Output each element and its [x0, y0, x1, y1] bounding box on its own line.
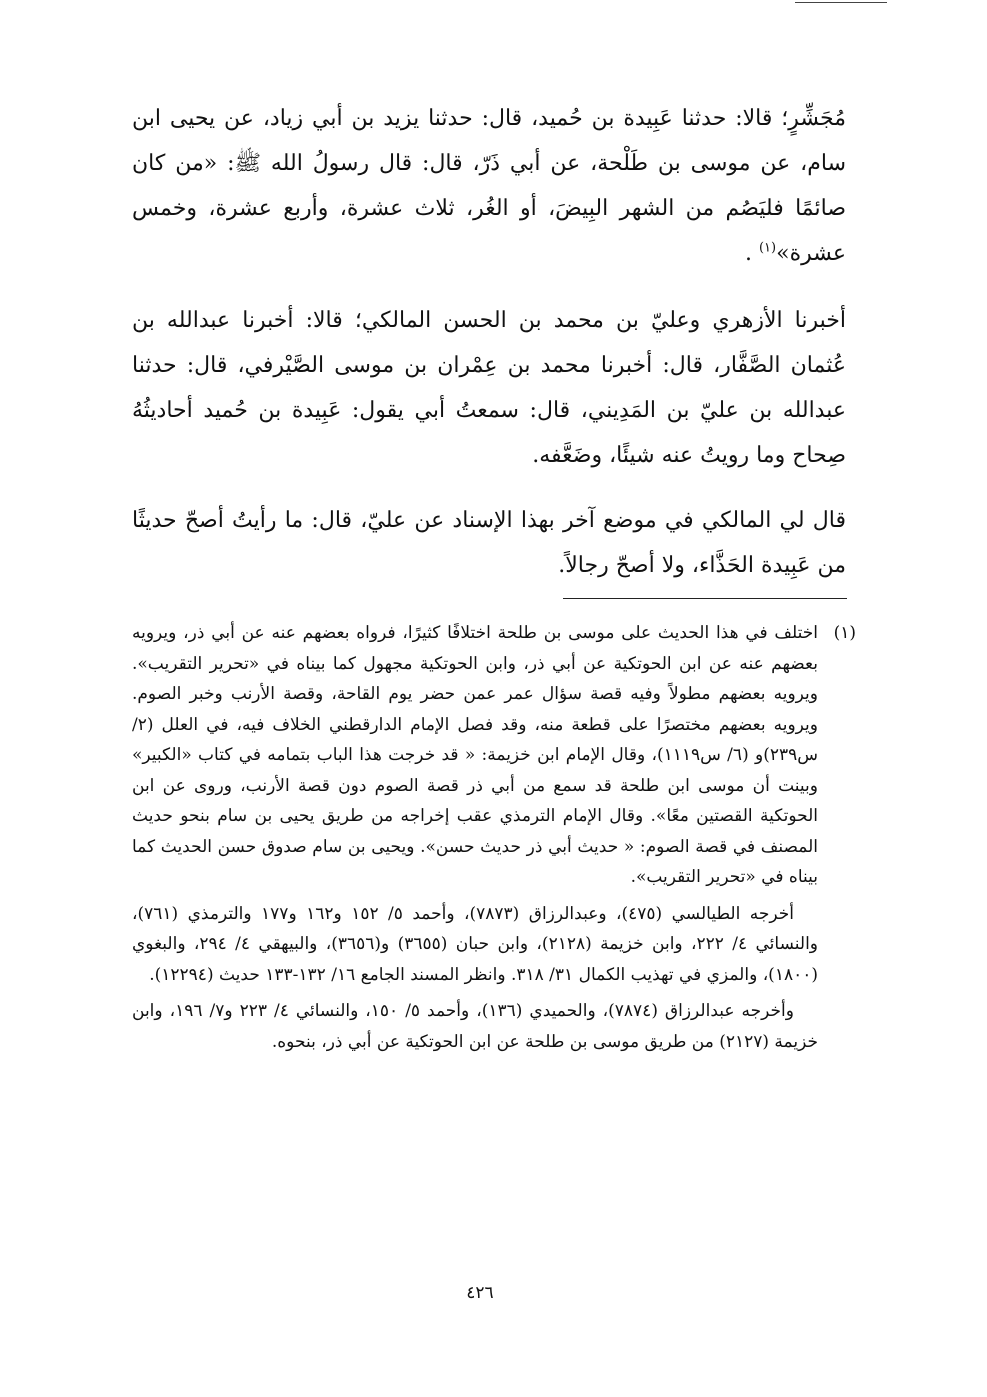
footnote-paragraph: أخرجه الطيالسي (٤٧٥)، وعبدالرزاق (٧٨٧٣)، وأحمد ٥/ ١٥٢ و١٦٢ و١٧٧ والترمذي (٧٦١)، والنسائي ٤/ ٢٢٢، وابن خزيمة (٢١٢٨)، وابن حبان (٣٦٥٥) و(٣٦٥٦)، والبيهقي ٤/ ٢٩٤، والبغوي (١٨٠٠)، والمزي في تهذيب الكمال ٣١/ ٣١٨. وانظر المسند الجامع ١٦/ ١٣٢-١٣٣ حديث (١٢٢٩٤).: [132, 903, 818, 985]
footnote-1: [132, 618, 856, 1057]
paragraph-hadith-text: مُجَشِّرٍ؛ قالا: حدثنا عَبِيدة بن حُميد، قال: حدثنا يزيد بن أبي زياد، عن يحيى ابن سام، عن موسى بن طَلْحة، عن أبي ذَرّ، قال: قال رسولُ الله ﷺ: «من كان صائمًا فليَصُم من الشهر البِيضَ، أو الغُر، ثلاث عشرة، وأربع عشرة، وخمس عشرة»: [132, 106, 846, 266]
footnote-separator: [563, 598, 847, 599]
paragraph-hadith-tail: .: [744, 241, 759, 266]
paragraph-isnad: أخبرنا الأزهري وعليّ بن محمد بن الحسن المالكي؛ قالا: أخبرنا عبدالله بن عُثمان الصَّفَّار، قال: أخبرنا محمد بن عِمْران بن موسى الصَّيْرفي، قال: حدثنا عبدالله بن عليّ بن المَدِيني، قال: سمعتُ أبي يقول: عَبِيدة بن حُميد أحاديثُهُ صِحاح وما رويتُ عنه شيئًا، وضَعَّفه.: [132, 308, 846, 468]
paragraph-hadith: [132, 96, 846, 276]
footnote-paragraph: اختلف في هذا الحديث على موسى بن طلحة اختلافًا كثيرًا، فرواه بعضهم عنه عن أبي ذر، ويرويه بعضهم عنه عن ابن الحوتكية عن أبي ذر، وابن الحوتكية مجهول كما بيناه في «تحرير التقريب». ويرويه بعضهم مطولاً وفيه قصة سؤال عمر عمن حضر يوم القاحة، وقصة الأرنب وخبر الصوم. ويرويه بعضهم مختصرًا على قطعة منه، وقد فصل الإمام الدارقطني الخلاف فيه، في العلل (٢/ س٢٣٩)و (٦/ س١١١٩)، وقال الإمام ابن خزيمة: « قد خرجت هذا الباب بتمامه في كتاب «الكبير» وبينت أن موسى ابن طلحة قد سمع من أبي ذر قصة الصوم دون قصة الأرنب، وروى عن ابن الحوتكية القصتين معًا». وقال الإمام الترمذي عقب إخراجه من طريق يحيى بن سام بنحو حديث المصنف في قصة الصوم: « حديث أبي ذر حديث حسن». ويحيى بن سام صدوق حسن الحديث كما بيناه في «تحرير التقريب».: [132, 623, 819, 887]
footnote-body: [132, 618, 818, 1057]
page-number: ٤٢٦: [466, 1283, 494, 1303]
footnote-paragraph: وأخرجه عبدالرزاق (٧٨٧٤)، والحميدي (١٣٦)، وأحمد ٥/ ١٥٠، والنسائي ٤/ ٢٢٣ و٧/ ١٩٦، وابن خزيمة (٢١٢٧) من طريق موسى بن طلحة عن ابن الحوتكية عن أبي ذر، بنحوه.: [132, 1001, 818, 1052]
paragraph-maliki: قال لي المالكي في موضع آخر بهذا الإسناد عن عليّ، قال: ما رأيتُ أصحّ حديثًا من عَبِيدة الحَذَّاء، ولا أصحّ رجالاً.: [132, 508, 846, 578]
footnote-reference: (١): [758, 240, 777, 256]
footnote-number: (١): [833, 623, 856, 643]
main-text: [132, 96, 846, 588]
top-rule: [795, 2, 887, 3]
footnotes: [132, 618, 856, 1057]
